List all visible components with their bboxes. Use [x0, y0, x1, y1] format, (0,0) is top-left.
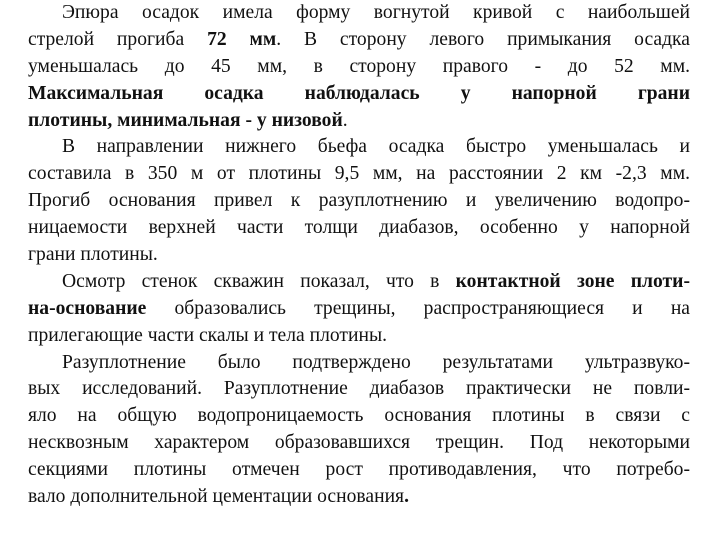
text-segment: В направлении нижнего бьефа осадка быстро уменьшалась и: [62, 136, 690, 158]
bold-text-segment: на-основание: [28, 297, 147, 319]
bold-text-segment: 72 мм: [207, 28, 277, 50]
text-segment: секциями плотины отмечен рост противодавления, что потребо-: [28, 459, 690, 481]
text-line: [28, 350, 690, 377]
text-segment: Эпюра осадок имела форму вогнутой кривой с наибольшей: [62, 2, 690, 23]
text-line: [28, 134, 690, 161]
text-line: [28, 296, 690, 323]
text-segment: яло на общую водопроницаемость основания плотины в связи с: [28, 405, 690, 427]
paragraph-settlement-shape: [28, 0, 690, 134]
text-line: [28, 457, 690, 484]
text-segment: .: [342, 109, 348, 131]
text-segment: вало дополнительной цементации основания: [28, 486, 405, 508]
text-line: [28, 430, 690, 457]
text-line: [28, 215, 690, 242]
text-segment: прилегающие части скалы и тела плотины.: [28, 324, 388, 346]
text-segment: грани плотины.: [28, 244, 158, 266]
bold-text-segment: плотины, минимальная - у низовой: [28, 109, 343, 131]
document-page: [28, 0, 690, 511]
text-segment: Прогиб основания привел к разуплотнению и увеличению водопро-: [28, 190, 690, 212]
bold-text-segment: контактной зоне плоти-: [455, 270, 690, 292]
text-segment: несквозным характером образовавшихся трещин. Под некоторыми: [28, 432, 690, 454]
bold-text-segment: Максимальная осадка наблюдалась у напорной грани: [28, 82, 690, 104]
text-segment: Разуплотнение было подтверждено результатами ультразвуко-: [62, 351, 690, 373]
text-line: [28, 242, 690, 269]
text-line: [28, 27, 690, 54]
text-segment: составила в 350 м от плотины 9,5 мм, на расстоянии 2 км -2,3 мм.: [28, 163, 690, 185]
text-line: [28, 161, 690, 188]
paragraph-downstream-settlement: [28, 134, 690, 268]
text-line: [28, 54, 690, 81]
text-segment: ницаемости верхней части толщи диабазов, особенно у напорной: [28, 217, 690, 239]
text-line: [28, 403, 690, 430]
text-segment: вых исследований. Разуплотнение диабазов практически не повли-: [28, 378, 690, 400]
text-line: [28, 376, 690, 403]
text-line: [28, 323, 690, 350]
text-line: [28, 484, 690, 511]
text-line: [28, 188, 690, 215]
text-segment: Осмотр стенок скважин показал, что в: [62, 270, 456, 292]
bold-text-segment: .: [404, 486, 409, 508]
paragraph-ultrasonic-confirmation: [28, 350, 690, 511]
text-segment: . В сторону левого примыкания осадка: [276, 28, 690, 50]
text-line: [28, 81, 690, 108]
text-line: [28, 108, 690, 135]
paragraph-borehole-inspection: [28, 269, 690, 350]
text-segment: образовались трещины, распространяющиеся и на: [146, 297, 690, 319]
text-line: [28, 269, 690, 296]
text-segment: стрелой прогиба: [28, 28, 208, 50]
text-segment: уменьшалась до 45 мм, в сторону правого - до 52 мм.: [28, 55, 690, 77]
text-line: [28, 0, 690, 27]
